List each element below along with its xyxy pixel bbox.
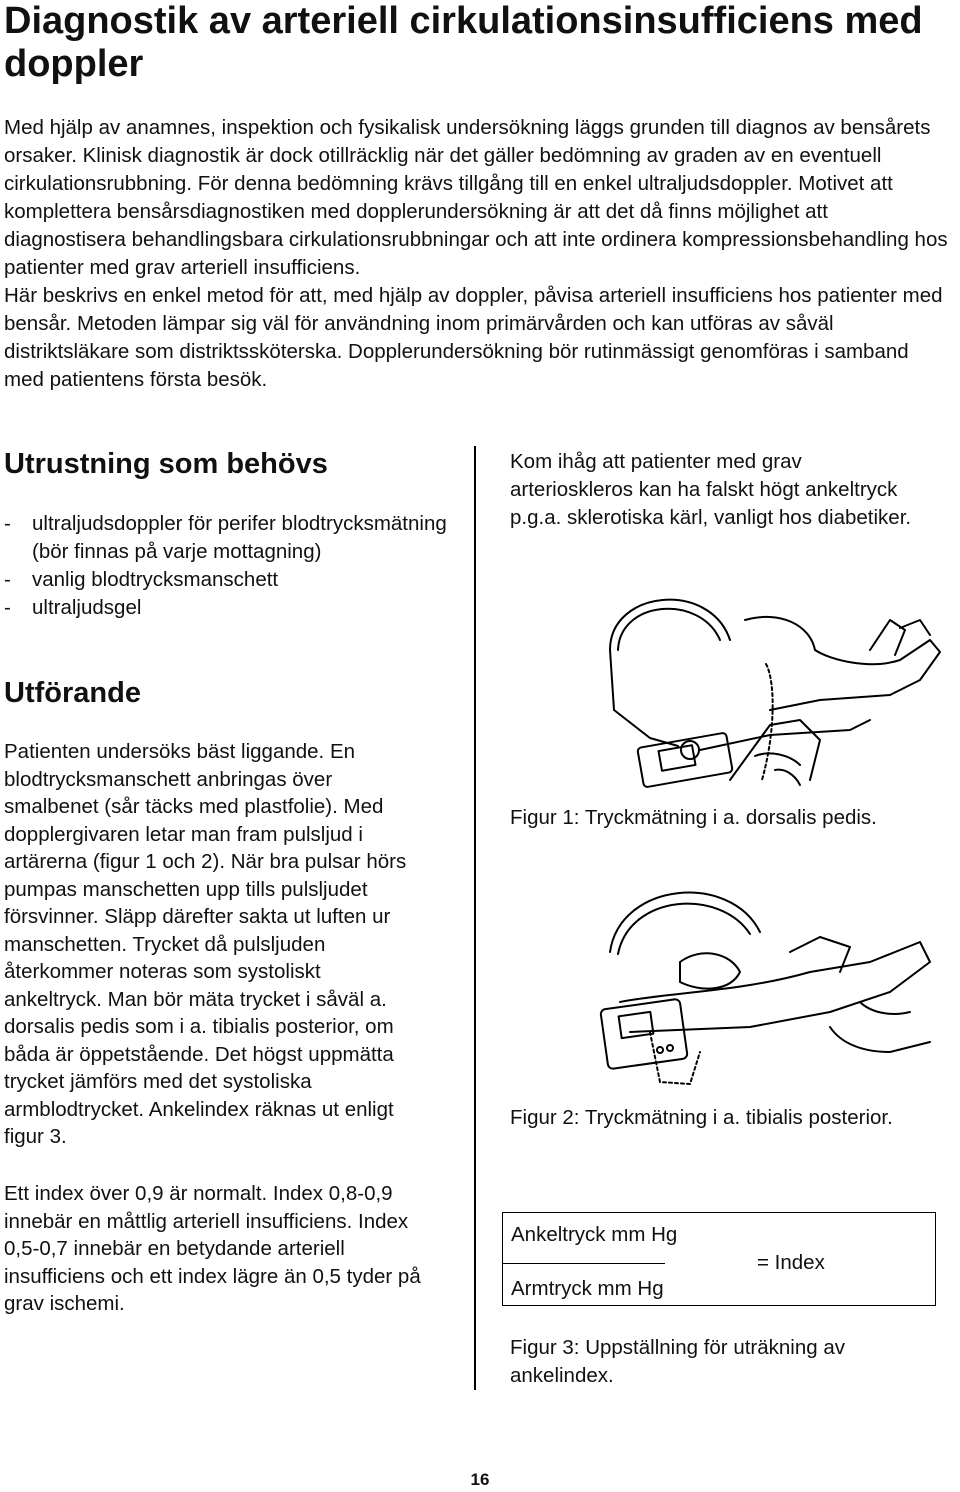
column-divider [474, 446, 476, 1390]
procedure-heading: Utförande [4, 677, 141, 709]
equipment-item: - ultraljudsdoppler för perifer blodtrycksmätning (bör finnas på varje mottagning) [4, 510, 464, 566]
page-number: 16 [470, 1470, 490, 1489]
figure-3-caption: Figur 3: Uppställning för uträkning av ankelindex. [510, 1336, 846, 1387]
ankle-index-formula [502, 1212, 936, 1306]
procedure-paragraph-1: Patienten undersöks bäst liggande. En blodtrycksmanschett anbringas över smalbenet (sår täcks med plastfolie). Med dopplergivaren letar man fram pulsljud i artärerna (figur 1 och 2). När bra pulsar hörs pumpas manschetten upp tills pulsljudet försvinner. Släpp därefter sakta ut luften ur manschetten. Trycket då pulsljuden återkommer noteras som systoliskt ankeltryck. Man bör mäta trycket i såväl a. dorsalis pedis som i a. tibialis posterior, om båda är öppetstående. Det högst uppmätta trycket jämförs med det systoliska armblodtrycket. Ankelindex räknas ut enligt figur 3. [4, 740, 407, 1148]
equipment-item: - ultraljudsgel [4, 594, 464, 622]
figure-2-caption: Figur 2: Tryckmätning i a. tibialis posterior. [510, 1106, 893, 1129]
diabetes-note: Kom ihåg att patienter med grav arterioskleros kan ha falskt högt ankeltryck p.g.a. sklerotiska kärl, vanligt hos diabetiker. [510, 450, 912, 529]
intro-section [4, 114, 950, 394]
equipment-item: - vanlig blodtrycksmanschett [4, 566, 464, 594]
intro-paragraph-2: Här beskrivs en enkel metod för att, med hjälp av doppler, påvisa arteriell insufficiens hos patienter med bensår. Metoden lämpar sig väl för användning inom primärvården och kan utföras av såväl distriktsläkare som distriktssköterska. Dopplerundersökning bör rutinmässigt genomföras i samband med patientens första besök. [4, 284, 943, 391]
figure-1-caption: Figur 1: Tryckmätning i a. dorsalis pedis. [510, 806, 877, 829]
figure-1-illustration [570, 580, 950, 790]
procedure-paragraph-2: Ett index över 0,9 är normalt. Index 0,8-0,9 innebär en måttlig arteriell insufficiens. Index 0,5-0,7 innebär en betydande arteriell insufficiens och ett index lägre än 0,5 tyder på grav ischemi. [4, 1182, 421, 1315]
formula-denominator: Armtryck mm Hg [511, 1277, 664, 1300]
equipment-heading: Utrustning som behövs [4, 448, 328, 480]
formula-numerator: Ankeltryck mm Hg [511, 1223, 678, 1246]
equipment-list [4, 510, 464, 622]
fraction-line [503, 1263, 665, 1264]
formula-result: = Index [757, 1251, 825, 1274]
intro-paragraph-1: Med hjälp av anamnes, inspektion och fysikalisk undersökning läggs grunden till diagnos av bensårets orsaker. Klinisk diagnostik är dock otillräcklig när det gäller bedömning av graden av en eventuell cirkulationsrubbning. För denna bedömning krävs tillgång till en enkel ultraljudsdoppler. Motivet att komplettera bensårsdiagnostiken med dopplerundersökning är att det då finns möjlighet att diagnostisera behandlingsbara cirkulationsrubbningar och att inte ordinera kompressionsbehandling hos patienter med grav arteriell insufficiens. [4, 116, 948, 279]
figure-2-illustration [590, 852, 940, 1092]
page-title: Diagnostik av arteriell cirkulationsinsufficiens med doppler [4, 0, 923, 85]
